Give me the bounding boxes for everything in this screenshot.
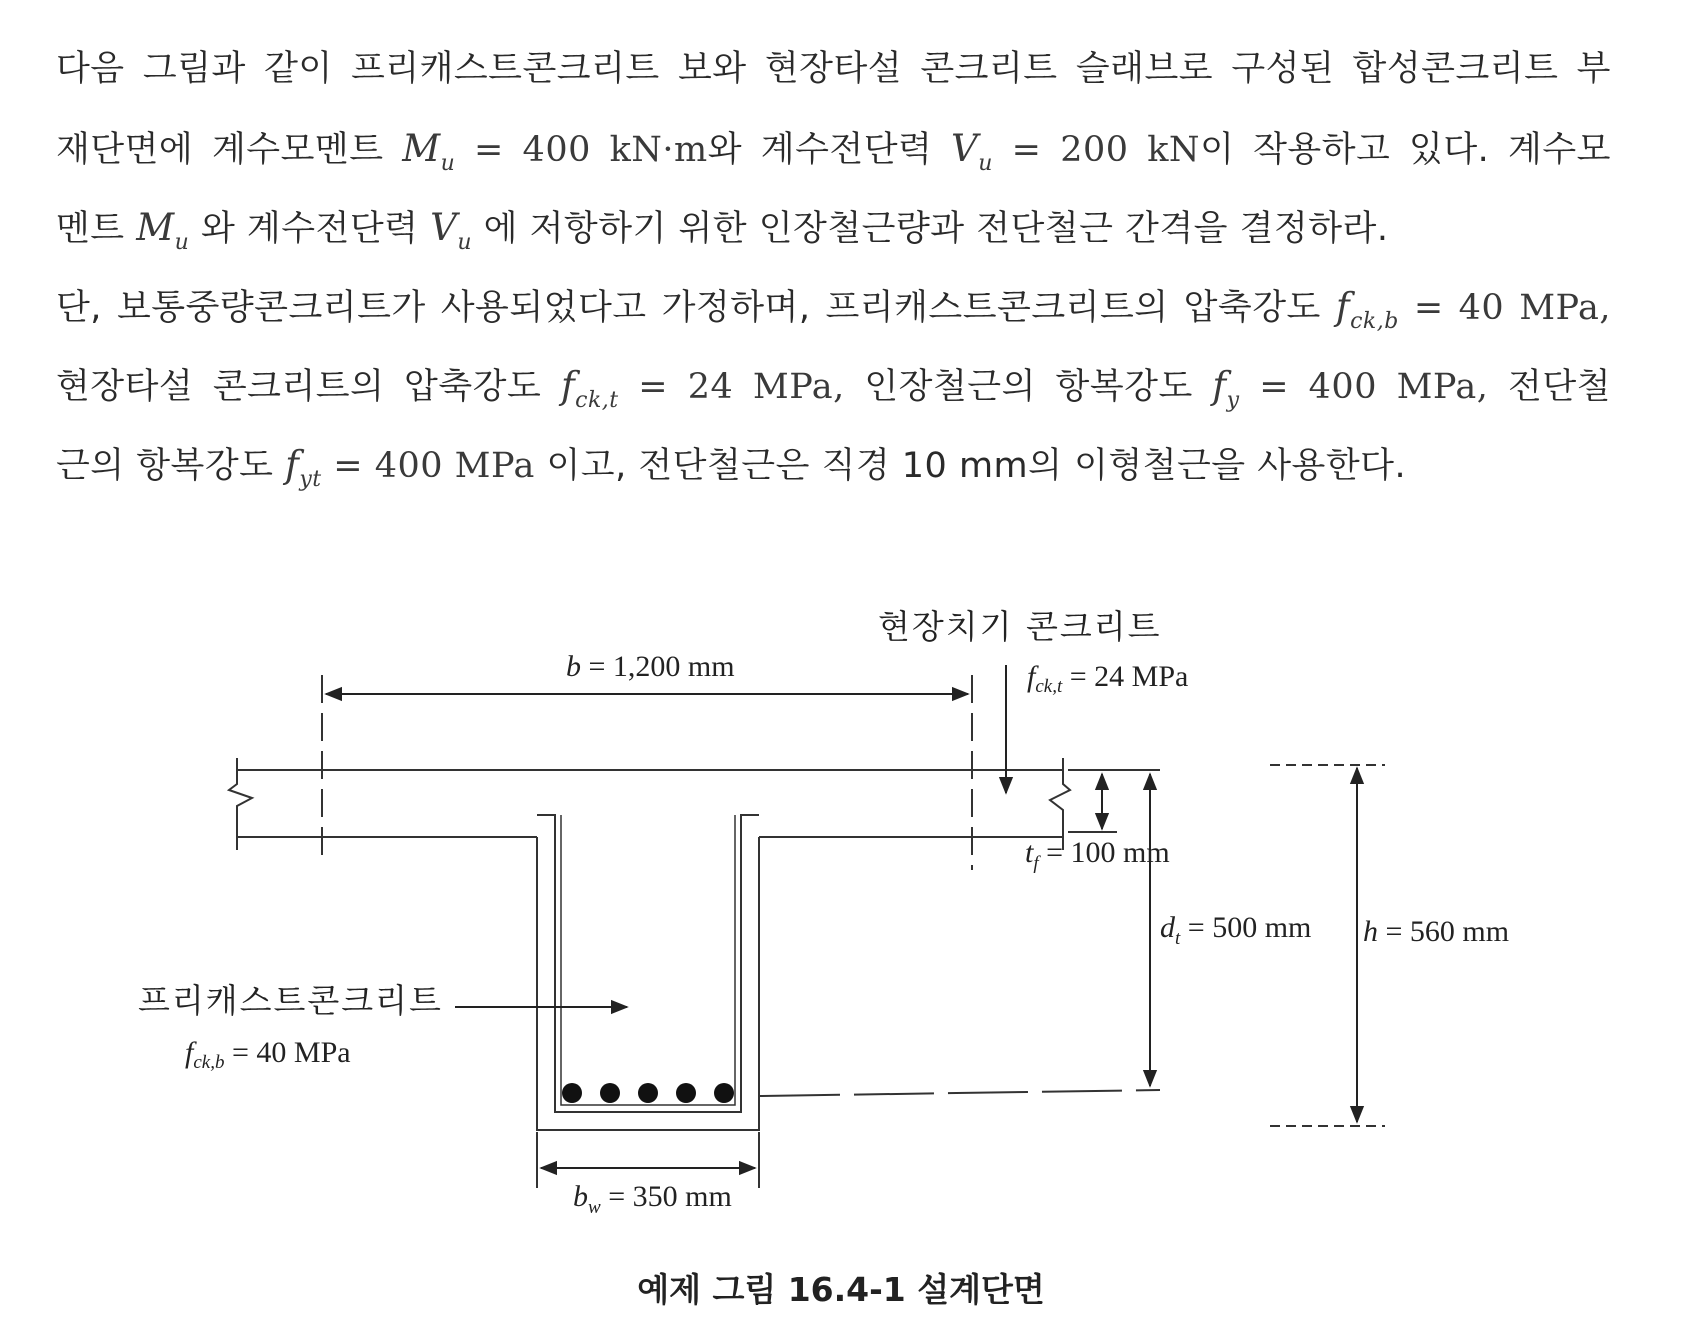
precast-fck-label: $f_{ck,b} = 40$ MPa: [185, 1036, 351, 1073]
cip-concrete-label: 현장치기 콘크리트: [878, 607, 1162, 646]
yield-strength-symbol: $f_y$: [1212, 364, 1240, 413]
problem-text: 이고, 전단철근은 직경 10 mm의 이형철근을 사용한다.: [546, 446, 1407, 486]
shear-yield-value: = 400 MPa: [333, 446, 535, 486]
b-width-label: b = 1,200 mm: [566, 650, 735, 683]
precast-strength-symbol: $f_{ck,b}$: [1335, 285, 1399, 334]
factored-moment-symbol: $M_u$: [136, 206, 190, 255]
dt-depth-label: $d_t = 500$ mm: [1160, 911, 1312, 949]
problem-text: 멘트: [56, 209, 125, 249]
factored-moment-value: = 400 kN·m: [474, 130, 708, 170]
stirrup-inner: [561, 815, 735, 1105]
rebar: [562, 1083, 582, 1103]
problem-text: 전단철: [1508, 367, 1611, 407]
rebar: [600, 1083, 620, 1103]
figure-caption: 예제 그림 16.4-1 설계단면: [637, 1270, 1045, 1309]
problem-text: 다음 그림과 같이 프리캐스트콘크리트 보와 현장타설 콘크리트 슬래브로 구성된 합성콘크리트 부: [56, 49, 1611, 89]
problem-text: 단, 보통중량콘크리트가 사용되었다고 가정하며, 프리캐스트콘크리트의 압축강도: [56, 288, 1321, 328]
rebar-group: [562, 1083, 734, 1103]
problem-text: 와 계수전단력: [707, 130, 933, 170]
problem-text: 재단면에 계수모멘트: [56, 130, 384, 170]
rebar-centroid-line: [760, 1090, 1160, 1096]
yield-strength-value: = 400 MPa,: [1259, 367, 1489, 407]
cip-strength-value: = 24 MPa,: [638, 367, 845, 407]
problem-text: 와 계수전단력: [200, 209, 419, 249]
problem-text: 이 작용하고 있다. 계수모: [1200, 130, 1611, 170]
factored-moment-symbol: $M_u$: [402, 127, 456, 176]
rebar: [638, 1083, 658, 1103]
problem-text: 현장타설 콘크리트의 압축강도: [56, 367, 542, 407]
factored-shear-symbol: $V_u$: [430, 206, 473, 255]
rebar: [676, 1083, 696, 1103]
factored-shear-value: = 200 kN: [1011, 130, 1201, 170]
precast-strength-value: = 40 MPa,: [1413, 288, 1611, 328]
cip-strength-symbol: $f_{ck,t}$: [560, 364, 619, 413]
h-height-label: h = 560 mm: [1363, 915, 1510, 948]
precast-concrete-label: 프리캐스트콘크리트: [138, 981, 443, 1020]
problem-text: 근의 항복강도: [56, 446, 274, 486]
cip-fck-label: $f_{ck,t} = 24$ MPa: [1027, 660, 1189, 697]
problem-text: 인장철근의 항복강도: [864, 367, 1193, 407]
rebar: [714, 1083, 734, 1103]
bw-width-label: $b_w = 350$ mm: [573, 1180, 732, 1218]
problem-text: 에 저항하기 위한 인장철근량과 전단철근 간격을 결정하라.: [483, 209, 1389, 249]
stirrup: [537, 815, 759, 1112]
shear-yield-symbol: $f_{yt}$: [285, 443, 322, 492]
tf-thickness-label: $t_f = 100$ mm: [1025, 836, 1170, 874]
factored-shear-symbol: $V_u$: [951, 127, 993, 176]
